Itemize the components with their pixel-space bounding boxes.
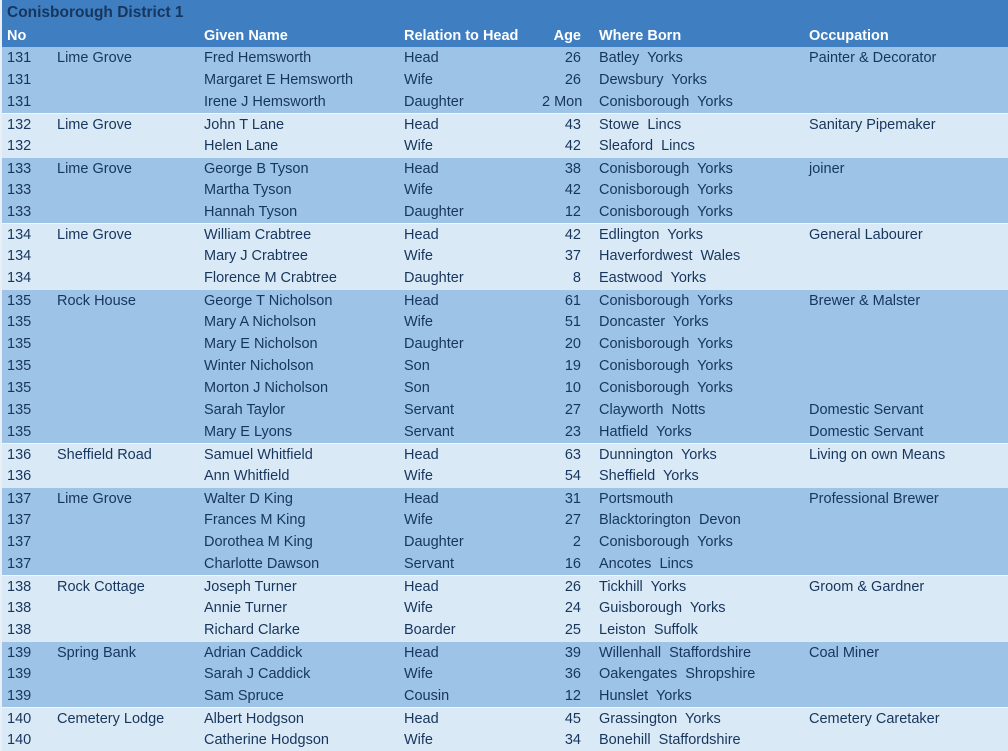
page-title: Conisborough District 1 — [7, 4, 184, 21]
cell-relation[interactable]: Head — [404, 711, 439, 727]
cell-age[interactable]: 54 — [564, 468, 581, 484]
cell-relation[interactable]: Wife — [404, 512, 433, 528]
cell-no[interactable]: 138 — [7, 579, 32, 595]
cell-occupation[interactable] — [807, 311, 1008, 333]
cell-age[interactable]: 36 — [564, 666, 581, 682]
cell-where-born[interactable]: Doncaster Yorks — [599, 314, 709, 330]
cell-given-name[interactable]: John T Lane — [204, 117, 285, 133]
cell-no[interactable]: 135 — [7, 358, 32, 374]
cell-given-name[interactable]: Joseph Turner — [204, 579, 297, 595]
cell-age[interactable]: 26 — [564, 72, 581, 88]
cell-relation[interactable]: Head — [404, 491, 439, 507]
cell-address[interactable]: Rock Cottage — [57, 579, 145, 595]
cell-no[interactable]: 134 — [7, 270, 32, 286]
table-row — [2, 487, 1008, 509]
table-row — [2, 421, 1008, 443]
cell-address[interactable] — [54, 69, 202, 91]
cell-where-born[interactable]: Blacktorington Devon — [599, 512, 741, 528]
cell-address[interactable] — [54, 421, 202, 443]
table-row — [2, 399, 1008, 421]
table-row — [2, 223, 1008, 245]
cell-where-born[interactable]: Sleaford Lincs — [599, 138, 695, 154]
cell-occupation[interactable] — [807, 355, 1008, 377]
cell-where-born[interactable]: Conisborough Yorks — [599, 380, 733, 396]
cell-where-born[interactable]: Conisborough Yorks — [599, 204, 733, 220]
cell-address[interactable]: Lime Grove — [57, 50, 132, 66]
cell-occupation[interactable] — [807, 69, 1008, 91]
cell-occupation[interactable] — [807, 729, 1008, 751]
cell-age[interactable]: 43 — [564, 117, 581, 133]
header-where-born: Where Born — [599, 28, 682, 44]
cell-occupation[interactable] — [807, 135, 1008, 157]
table-row — [2, 641, 1008, 663]
header-address — [54, 26, 202, 47]
cell-occupation[interactable] — [807, 663, 1008, 685]
cell-no[interactable]: 135 — [7, 424, 32, 440]
cell-occupation[interactable]: Professional Brewer — [809, 491, 939, 507]
cell-relation[interactable]: Daughter — [404, 94, 464, 110]
cell-given-name[interactable]: Sarah J Caddick — [204, 666, 311, 682]
cell-relation[interactable]: Wife — [404, 600, 433, 616]
cell-address[interactable] — [54, 135, 202, 157]
cell-given-name[interactable]: Winter Nicholson — [204, 358, 314, 374]
cell-given-name[interactable]: Mary E Nicholson — [204, 336, 318, 352]
cell-relation[interactable]: Head — [404, 645, 439, 661]
cell-where-born[interactable]: Tickhill Yorks — [599, 579, 687, 595]
cell-address[interactable]: Lime Grove — [57, 161, 132, 177]
cell-no[interactable]: 140 — [7, 732, 32, 748]
cell-no[interactable]: 137 — [7, 491, 32, 507]
cell-no[interactable]: 131 — [7, 72, 32, 88]
cell-age[interactable]: 10 — [564, 380, 581, 396]
cell-address[interactable] — [54, 201, 202, 223]
header-relation-to-head: Relation to Head — [404, 28, 519, 44]
cell-relation[interactable]: Head — [404, 161, 439, 177]
cell-occupation[interactable] — [807, 465, 1008, 487]
cell-address[interactable] — [54, 597, 202, 619]
cell-no[interactable]: 139 — [7, 666, 32, 682]
cell-relation[interactable]: Son — [404, 358, 430, 374]
table-row — [2, 729, 1008, 751]
cell-age[interactable]: 25 — [564, 622, 581, 638]
cell-age[interactable]: 61 — [564, 293, 581, 309]
cell-address[interactable] — [54, 377, 202, 399]
cell-age[interactable]: 27 — [564, 402, 581, 418]
cell-relation[interactable]: Wife — [404, 468, 433, 484]
cell-address[interactable]: Cemetery Lodge — [57, 711, 165, 727]
cell-relation[interactable]: Wife — [404, 314, 433, 330]
cell-relation[interactable]: Head — [404, 117, 439, 133]
cell-age[interactable]: 42 — [564, 182, 581, 198]
cell-given-name[interactable]: George B Tyson — [204, 161, 309, 177]
cell-occupation[interactable] — [807, 619, 1008, 641]
cell-given-name[interactable]: George T Nicholson — [204, 293, 333, 309]
cell-address[interactable] — [54, 729, 202, 751]
cell-no[interactable]: 133 — [7, 161, 32, 177]
cell-age[interactable]: 34 — [564, 732, 581, 748]
cell-occupation[interactable] — [807, 201, 1008, 223]
cell-no[interactable]: 132 — [7, 138, 32, 154]
table-row — [2, 553, 1008, 575]
cell-occupation[interactable]: Domestic Servant — [809, 402, 924, 418]
table-title-row — [2, 0, 1008, 26]
cell-given-name[interactable]: Hannah Tyson — [204, 204, 298, 220]
cell-occupation[interactable]: Cemetery Caretaker — [809, 711, 940, 727]
cell-where-born[interactable]: Conisborough Yorks — [599, 161, 733, 177]
cell-no[interactable]: 138 — [7, 600, 32, 616]
cell-relation[interactable]: Servant — [404, 556, 454, 572]
table-row — [2, 531, 1008, 553]
cell-given-name[interactable]: Dorothea M King — [204, 534, 313, 550]
cell-where-born[interactable]: Sheffield Yorks — [599, 468, 699, 484]
cell-occupation[interactable] — [807, 267, 1008, 289]
cell-no[interactable]: 135 — [7, 402, 32, 418]
cell-age[interactable]: 12 — [564, 688, 581, 704]
cell-address[interactable] — [54, 267, 202, 289]
cell-given-name[interactable]: Samuel Whitfield — [204, 447, 313, 463]
cell-where-born[interactable]: Hunslet Yorks — [599, 688, 692, 704]
cell-relation[interactable]: Wife — [404, 732, 433, 748]
cell-where-born[interactable]: Bonehill Staffordshire — [599, 732, 741, 748]
cell-age[interactable]: 63 — [564, 447, 581, 463]
cell-where-born[interactable]: Eastwood Yorks — [599, 270, 707, 286]
cell-relation[interactable]: Cousin — [404, 688, 450, 704]
cell-occupation[interactable] — [807, 531, 1008, 553]
cell-where-born[interactable]: Batley Yorks — [599, 50, 683, 66]
cell-age[interactable]: 31 — [564, 491, 581, 507]
cell-no[interactable]: 133 — [7, 182, 32, 198]
cell-age[interactable]: 19 — [564, 358, 581, 374]
cell-no[interactable]: 139 — [7, 645, 32, 661]
table-row — [2, 311, 1008, 333]
cell-age[interactable]: 42 — [564, 227, 581, 243]
cell-given-name[interactable]: Annie Turner — [204, 600, 288, 616]
cell-where-born[interactable]: Dunnington Yorks — [599, 447, 717, 463]
cell-address[interactable]: Lime Grove — [57, 227, 132, 243]
cell-given-name[interactable]: Morton J Nicholson — [204, 380, 329, 396]
table-row — [2, 201, 1008, 223]
cell-relation[interactable]: Wife — [404, 248, 433, 264]
table-row — [2, 157, 1008, 179]
table-header-row — [2, 26, 1008, 47]
table-row — [2, 267, 1008, 289]
cell-no[interactable]: 135 — [7, 314, 32, 330]
cell-occupation[interactable]: Sanitary Pipemaker — [809, 117, 936, 133]
cell-address[interactable]: Lime Grove — [57, 117, 132, 133]
table-row — [2, 69, 1008, 91]
cell-given-name[interactable]: Irene J Hemsworth — [204, 94, 326, 110]
table-row — [2, 179, 1008, 201]
cell-address[interactable] — [54, 465, 202, 487]
cell-given-name[interactable]: Catherine Hodgson — [204, 732, 329, 748]
cell-address[interactable]: Rock House — [57, 293, 136, 309]
cell-where-born[interactable]: Edlington Yorks — [599, 227, 703, 243]
cell-age[interactable]: 23 — [564, 424, 581, 440]
cell-relation[interactable]: Wife — [404, 72, 433, 88]
cell-no[interactable]: 137 — [7, 534, 32, 550]
cell-where-born[interactable]: Conisborough Yorks — [599, 182, 733, 198]
table-row — [2, 47, 1008, 69]
cell-relation[interactable]: Head — [404, 50, 439, 66]
cell-address[interactable] — [54, 619, 202, 641]
cell-no[interactable]: 138 — [7, 622, 32, 638]
cell-where-born[interactable]: Conisborough Yorks — [599, 94, 733, 110]
cell-no[interactable]: 139 — [7, 688, 32, 704]
cell-where-born[interactable]: Dewsbury Yorks — [599, 72, 707, 88]
cell-address[interactable] — [54, 245, 202, 267]
cell-occupation[interactable] — [807, 597, 1008, 619]
cell-address[interactable] — [54, 685, 202, 707]
cell-relation[interactable]: Servant — [404, 424, 454, 440]
cell-relation[interactable]: Boarder — [404, 622, 456, 638]
cell-no[interactable]: 132 — [7, 117, 32, 133]
cell-where-born[interactable]: Conisborough Yorks — [599, 293, 733, 309]
cell-age[interactable]: 27 — [564, 512, 581, 528]
cell-no[interactable]: 134 — [7, 248, 32, 264]
cell-relation[interactable]: Head — [404, 447, 439, 463]
cell-age[interactable]: 39 — [564, 645, 581, 661]
cell-where-born[interactable]: Oakengates Shropshire — [599, 666, 756, 682]
cell-occupation[interactable]: Painter & Decorator — [809, 50, 937, 66]
cell-age[interactable]: 42 — [564, 138, 581, 154]
cell-relation[interactable]: Daughter — [404, 534, 464, 550]
table-body — [2, 47, 1008, 751]
cell-occupation[interactable] — [807, 377, 1008, 399]
cell-age[interactable]: 38 — [564, 161, 581, 177]
cell-given-name[interactable]: Albert Hodgson — [204, 711, 304, 727]
cell-address[interactable] — [54, 179, 202, 201]
header-occupation: Occupation — [809, 28, 889, 44]
cell-given-name[interactable]: Margaret E Hemsworth — [204, 72, 354, 88]
cell-where-born[interactable]: Guisborough Yorks — [599, 600, 726, 616]
cell-where-born[interactable]: Clayworth Notts — [599, 402, 706, 418]
cell-given-name[interactable]: Sarah Taylor — [204, 402, 286, 418]
cell-given-name[interactable]: Mary J Crabtree — [204, 248, 308, 264]
cell-given-name[interactable]: Mary A Nicholson — [204, 314, 317, 330]
cell-where-born[interactable]: Conisborough Yorks — [599, 336, 733, 352]
cell-no[interactable]: 137 — [7, 512, 32, 528]
cell-address[interactable] — [54, 333, 202, 355]
cell-occupation[interactable]: Living on own Means — [809, 447, 946, 463]
cell-address[interactable] — [54, 355, 202, 377]
cell-relation[interactable]: Servant — [404, 402, 454, 418]
table-row — [2, 377, 1008, 399]
cell-relation[interactable]: Head — [404, 293, 439, 309]
cell-no[interactable]: 135 — [7, 293, 32, 309]
cell-occupation[interactable] — [807, 245, 1008, 267]
cell-given-name[interactable]: Walter D King — [204, 491, 293, 507]
table-row — [2, 509, 1008, 531]
cell-age[interactable]: 2 Mon — [542, 94, 583, 110]
cell-no[interactable]: 133 — [7, 204, 32, 220]
cell-address[interactable] — [54, 399, 202, 421]
cell-address[interactable]: Lime Grove — [57, 491, 132, 507]
cell-given-name[interactable]: Adrian Caddick — [204, 645, 303, 661]
table-row — [2, 245, 1008, 267]
table-row — [2, 443, 1008, 465]
cell-occupation[interactable]: Coal Miner — [809, 645, 880, 661]
cell-relation[interactable]: Son — [404, 380, 430, 396]
cell-given-name[interactable]: Martha Tyson — [204, 182, 292, 198]
table-row — [2, 619, 1008, 641]
table-row — [2, 685, 1008, 707]
header-given-name: Given Name — [204, 28, 288, 44]
cell-where-born[interactable]: Leiston Suffolk — [599, 622, 698, 638]
cell-no[interactable]: 137 — [7, 556, 32, 572]
cell-age[interactable]: 51 — [564, 314, 581, 330]
cell-where-born[interactable]: Conisborough Yorks — [599, 534, 733, 550]
cell-relation[interactable]: Wife — [404, 182, 433, 198]
cell-address[interactable] — [54, 553, 202, 575]
table-row — [2, 91, 1008, 113]
cell-address[interactable] — [54, 311, 202, 333]
cell-occupation[interactable]: General Labourer — [809, 227, 923, 243]
cell-age[interactable]: 2 — [572, 534, 581, 550]
cell-relation[interactable]: Daughter — [404, 204, 464, 220]
cell-relation[interactable]: Wife — [404, 138, 433, 154]
cell-given-name[interactable]: Sam Spruce — [204, 688, 284, 704]
cell-given-name[interactable]: Richard Clarke — [204, 622, 300, 638]
cell-occupation[interactable]: Groom & Gardner — [809, 579, 925, 595]
table-row — [2, 333, 1008, 355]
cell-address[interactable] — [54, 509, 202, 531]
cell-given-name[interactable]: Florence M Crabtree — [204, 270, 337, 286]
cell-age[interactable]: 12 — [564, 204, 581, 220]
cell-given-name[interactable]: Ann Whitfield — [204, 468, 290, 484]
cell-where-born[interactable]: Ancotes Lincs — [599, 556, 694, 572]
cell-address[interactable]: Sheffield Road — [57, 447, 152, 463]
cell-no[interactable]: 135 — [7, 380, 32, 396]
cell-no[interactable]: 135 — [7, 336, 32, 352]
table-row — [2, 597, 1008, 619]
cell-no[interactable]: 131 — [7, 94, 32, 110]
cell-where-born[interactable]: Hatfield Yorks — [599, 424, 692, 440]
cell-occupation[interactable] — [807, 333, 1008, 355]
cell-relation[interactable]: Wife — [404, 666, 433, 682]
cell-address[interactable] — [54, 91, 202, 113]
table-row — [2, 575, 1008, 597]
cell-where-born[interactable]: Grassington Yorks — [599, 711, 721, 727]
cell-no[interactable]: 136 — [7, 447, 32, 463]
cell-age[interactable]: 8 — [572, 270, 581, 286]
table-row — [2, 289, 1008, 311]
cell-age[interactable]: 45 — [564, 711, 581, 727]
cell-occupation[interactable]: Brewer & Malster — [809, 293, 921, 309]
cell-given-name[interactable]: Mary E Lyons — [204, 424, 293, 440]
cell-where-born[interactable]: Willenhall Staffordshire — [599, 645, 752, 661]
cell-age[interactable]: 24 — [564, 600, 581, 616]
cell-relation[interactable]: Head — [404, 579, 439, 595]
cell-address[interactable]: Spring Bank — [57, 645, 136, 661]
table-row — [2, 113, 1008, 135]
cell-where-born[interactable]: Conisborough Yorks — [599, 358, 733, 374]
cell-no[interactable]: 134 — [7, 227, 32, 243]
table-row — [2, 663, 1008, 685]
table-row — [2, 707, 1008, 729]
cell-age[interactable]: 37 — [564, 248, 581, 264]
cell-no[interactable]: 136 — [7, 468, 32, 484]
cell-relation[interactable]: Daughter — [404, 336, 464, 352]
header-no: No — [7, 28, 27, 44]
table-row — [2, 465, 1008, 487]
cell-no[interactable]: 140 — [7, 711, 32, 727]
cell-where-born[interactable]: Stowe Lincs — [599, 117, 682, 133]
cell-given-name[interactable]: Charlotte Dawson — [204, 556, 320, 572]
cell-given-name[interactable]: Frances M King — [204, 512, 306, 528]
cell-age[interactable]: 16 — [564, 556, 581, 572]
cell-occupation[interactable] — [807, 553, 1008, 575]
cell-where-born[interactable]: Portsmouth — [599, 491, 674, 507]
cell-age[interactable]: 26 — [564, 579, 581, 595]
cell-relation[interactable]: Daughter — [404, 270, 464, 286]
cell-where-born[interactable]: Haverfordwest Wales — [599, 248, 741, 264]
cell-relation[interactable]: Head — [404, 227, 439, 243]
cell-occupation[interactable] — [807, 509, 1008, 531]
cell-age[interactable]: 26 — [564, 50, 581, 66]
cell-occupation[interactable] — [807, 91, 1008, 113]
table-row — [2, 135, 1008, 157]
cell-address[interactable] — [54, 531, 202, 553]
cell-occupation[interactable]: joiner — [809, 161, 845, 177]
cell-given-name[interactable]: Fred Hemsworth — [204, 50, 312, 66]
cell-occupation[interactable] — [807, 179, 1008, 201]
cell-no[interactable]: 131 — [7, 50, 32, 66]
cell-address[interactable] — [54, 663, 202, 685]
cell-given-name[interactable]: Helen Lane — [204, 138, 279, 154]
table-row — [2, 355, 1008, 377]
cell-age[interactable]: 20 — [564, 336, 581, 352]
cell-given-name[interactable]: William Crabtree — [204, 227, 312, 243]
cell-occupation[interactable]: Domestic Servant — [809, 424, 924, 440]
cell-occupation[interactable] — [807, 685, 1008, 707]
header-age: Age — [553, 28, 581, 44]
